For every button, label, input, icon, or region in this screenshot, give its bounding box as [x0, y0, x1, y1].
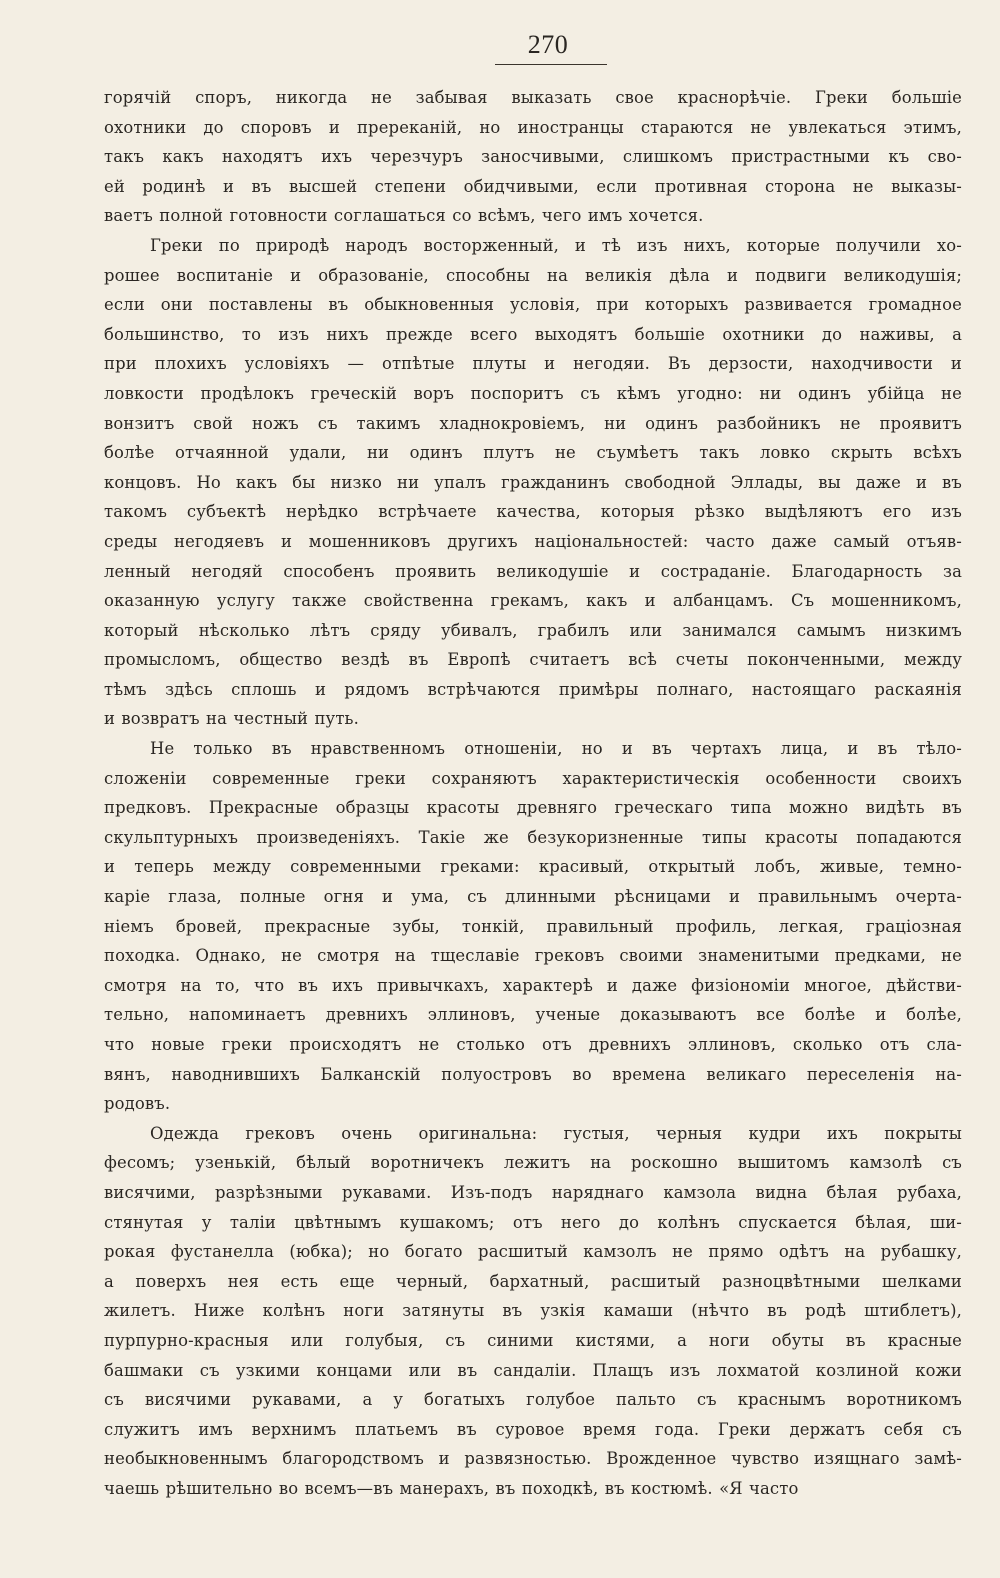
text-line: сложеніи современные греки сохраняютъ характеристическія особенности своихъ — [104, 768, 962, 788]
text-line: предковъ. Прекрасные образцы красоты древняго греческаго типа можно видѣть въ — [104, 798, 962, 818]
text-line: большинство, то изъ нихъ прежде всего выходятъ большіе охотники до наживы, а — [104, 324, 962, 344]
text-line: ей родинѣ и въ высшей степени обидчивыми, если противная сторона не выказы- — [104, 176, 962, 196]
text-line: съ висячими рукавами, а у богатыхъ голубое пальто съ краснымъ воротникомъ — [104, 1390, 962, 1410]
paragraph — [104, 231, 962, 734]
text-line: если они поставлены въ обыкновенныя условія, при которыхъ развивается громадное — [104, 295, 962, 315]
text-line: а поверхъ нея есть еще черный, бархатный, расшитый разноцвѣтными шелками — [104, 1271, 962, 1291]
text-line: вянъ, наводнившихъ Балканскій полуостровъ во времена великаго переселенія на- — [104, 1064, 962, 1084]
text-line: Одежда грековъ очень оригинальна: густыя, черныя кудри ихъ покрыты — [150, 1123, 962, 1143]
text-line: ніемъ бровей, прекрасные зубы, тонкій, правильный профиль, легкая, граціозная — [104, 916, 962, 936]
text-line: рокая фустанелла (юбка); но богато расшитый камзолъ не прямо одѣтъ на рубашку, — [104, 1242, 962, 1262]
text-line: ловкости продѣлокъ греческій воръ поспоритъ съ кѣмъ угодно: ни одинъ убійца не — [104, 383, 962, 403]
text-line: такъ какъ находятъ ихъ черезчуръ заносчивыми, слишкомъ пристрастными къ сво- — [104, 147, 962, 167]
text-line: оказанную услугу также свойственна грекамъ, какъ и албанцамъ. Съ мошенникомъ, — [104, 591, 962, 611]
text-line: смотря на то, что въ ихъ привычкахъ, характерѣ и даже физіономіи многое, дѣйстви- — [104, 975, 962, 995]
text-line: походка. Однако, не смотря на тщеславіе грековъ своими знаменитыми предками, не — [104, 946, 962, 966]
paragraph — [104, 734, 962, 1119]
body-text — [104, 83, 962, 1504]
page-number: 270 — [527, 30, 569, 59]
text-line: что новые греки происходятъ не столько отъ древнихъ эллиновъ, сколько отъ сла- — [104, 1035, 962, 1054]
paragraph — [104, 83, 962, 231]
text-line: Не только въ нравственномъ отношеніи, но и въ чертахъ лица, и въ тѣло- — [150, 739, 962, 759]
text-line: висячими, разрѣзными рукавами. Изъ-подъ наряднаго камзола видна бѣлая рубаха, — [104, 1182, 962, 1202]
text-line: скульптурныхъ произведеніяхъ. Такіе же безукоризненные типы красоты попадаются — [104, 827, 962, 847]
text-line: ленный негодяй способенъ проявить великодушіе и состраданіе. Благодарность за — [104, 561, 962, 581]
text-line: рошее воспитаніе и образованіе, способны на великія дѣла и подвиги великодушія; — [104, 265, 962, 285]
text-line: охотники до споровъ и пререканій, но иностранцы стараются не увлекаться этимъ, — [104, 117, 962, 137]
text-line: тѣмъ здѣсь сплошь и рядомъ встрѣчаются примѣры полнаго, настоящаго раскаянія — [104, 679, 962, 699]
text-line: промысломъ, общество вездѣ въ Европѣ считаетъ всѣ счеты поконченными, между — [104, 650, 962, 670]
text-line: чаешь рѣшительно во всемъ—въ манерахъ, въ походкѣ, въ костюмѣ. «Я часто — [104, 1478, 799, 1498]
text-line: болѣе отчаянной удали, ни одинъ плутъ не съумѣетъ такъ ловко скрыть всѣхъ — [104, 443, 962, 463]
text-line: пурпурно-красныя или голубыя, съ синими кистями, а ноги обуты въ красные — [104, 1330, 962, 1350]
text-line: каріе глаза, полные огня и ума, съ длинными рѣсницами и правильнымъ очерта- — [104, 887, 962, 907]
paragraph — [104, 1119, 962, 1504]
text-line: тельно, напоминаетъ древнихъ эллиновъ, ученые доказываютъ все болѣе и болѣе, — [104, 1005, 962, 1025]
text-line: Греки по природѣ народъ восторженный, и тѣ изъ нихъ, которые получили хо- — [150, 235, 962, 255]
text-line: ваетъ полной готовности соглашаться со всѣмъ, чего имъ хочется. — [104, 206, 704, 226]
text-line: стянутая у таліи цвѣтнымъ кушакомъ; отъ него до колѣнъ спускается бѣлая, ши- — [104, 1212, 962, 1232]
text-line: такомъ субъектѣ нерѣдко встрѣчаете качества, которыя рѣзко выдѣляютъ его изъ — [104, 502, 962, 522]
text-line: среды негодяевъ и мошенниковъ другихъ національностей: часто даже самый отъяв- — [104, 531, 962, 551]
text-line: башмаки съ узкими концами или въ сандаліи. Плащъ изъ лохматой козлиной кожи — [104, 1360, 962, 1380]
text-line: горячій споръ, никогда не забывая выказать свое краснорѣчіе. Греки большіе — [104, 88, 962, 107]
text-line: концовъ. Но какъ бы низко ни упалъ гражданинъ свободной Эллады, вы даже и въ — [104, 472, 962, 492]
text-line: жилетъ. Ниже колѣнъ ноги затянуты въ узкія камаши (нѣчто въ родѣ штиблетъ), — [104, 1301, 962, 1321]
text-line: и возвратъ на честный путь. — [104, 709, 359, 729]
text-line: фесомъ; узенькій, бѣлый воротничекъ лежитъ на роскошно вышитомъ камзолѣ съ — [104, 1153, 962, 1173]
text-line: родовъ. — [104, 1094, 171, 1114]
text-line: вонзитъ свой ножъ съ такимъ хладнокровіемъ, ни одинъ разбойникъ не проявитъ — [104, 413, 962, 433]
text-line: при плохихъ условіяхъ — отпѣтые плуты и негодяи. Въ дерзости, находчивости и — [104, 354, 962, 374]
text-line: служитъ имъ верхнимъ платьемъ въ суровое время года. Греки держатъ себя съ — [104, 1419, 962, 1439]
text-line: который нѣсколько лѣтъ сряду убивалъ, грабилъ или занимался самымъ низкимъ — [104, 620, 962, 640]
text-line: необыкновеннымъ благородствомъ и развязностью. Врожденное чувство изящнаго замѣ- — [104, 1449, 962, 1469]
text-line: и теперь между современными греками: красивый, открытый лобъ, живые, темно- — [104, 857, 962, 877]
header-rule — [495, 64, 607, 65]
